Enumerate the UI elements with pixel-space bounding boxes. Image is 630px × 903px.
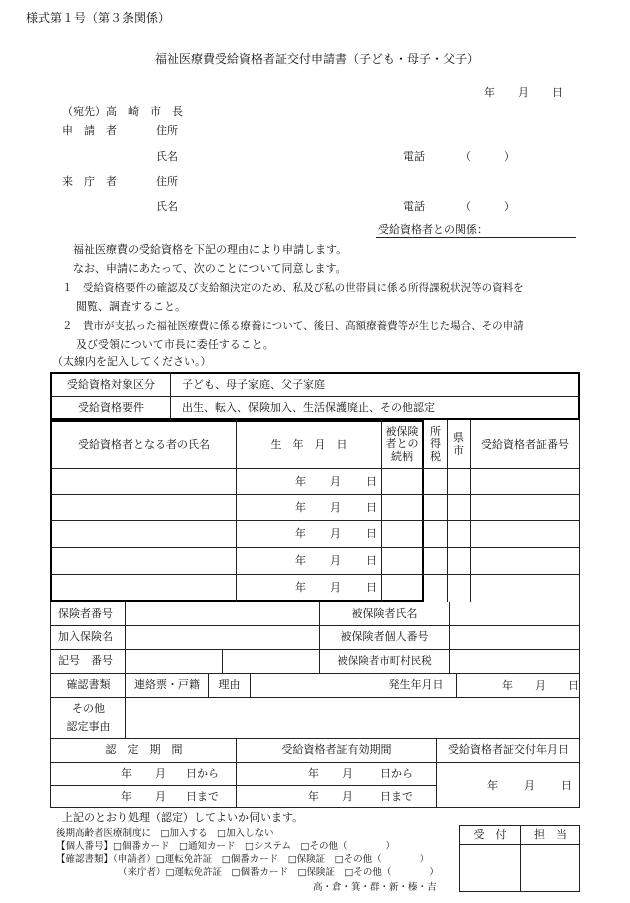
header-prefecture-city: 県 市: [453, 431, 464, 457]
municipal-tax-label: 被保険者市町村民税: [337, 655, 432, 668]
receipt-label: 受 付: [473, 827, 507, 841]
requirement-label: 受給資格要件: [78, 400, 144, 414]
visitor-address-label: 住所: [156, 175, 178, 188]
header-birthdate: 生 年 月 日: [270, 437, 348, 451]
date-month: 月: [518, 86, 529, 99]
category-value[interactable]: 子ども、母子家庭、父子家庭: [182, 377, 325, 391]
date-day: 日: [552, 86, 563, 99]
intro-line-1: 福祉医療費の受給資格を下記の理由により申請します。: [73, 243, 348, 256]
consent-item-2-cont: 及び受領について市長に委任すること。: [76, 338, 274, 351]
visitor-phone-field[interactable]: （ ）: [460, 200, 515, 213]
elderly-medical-checkbox-line[interactable]: 後期高齢者医療制度に □加入する □加入しない: [56, 828, 274, 839]
validity-to: 日まで: [380, 790, 413, 803]
insured-personal-number-label: 被保険者個人番号: [340, 630, 429, 644]
consent-item-1-cont: 閲覧、調査すること。: [76, 300, 186, 313]
certification-period-header: 認 定 期 間: [105, 743, 183, 757]
issue-date-header: 受給資格者証交付年月日: [448, 743, 569, 757]
visitor-id-checkbox-line[interactable]: （来庁者）□運転免許証 □個番カード □保険証 □その他（ ）: [118, 867, 439, 878]
other-reason-label: その他 認定事由: [66, 702, 111, 733]
confirmation-docs-label: 確認書類: [66, 678, 111, 692]
header-certificate-number: 受給資格者証番号: [481, 437, 569, 451]
insurance-name-label: 加入保険名: [58, 630, 113, 644]
applicant-address-label: 住所: [156, 124, 178, 137]
relation-underline: [376, 237, 576, 238]
symbol-number-label: 記号 番号: [58, 654, 113, 668]
occurrence-date-label: 発生年月日: [388, 678, 444, 692]
insured-name-label: 被保険者氏名: [351, 606, 418, 620]
applicant-label: 申 請 者: [62, 124, 117, 137]
applicant-phone-label: 電話: [403, 150, 425, 163]
validity-from: 日から: [380, 767, 413, 780]
requirement-value[interactable]: 出生、転入、保険加入、生活保護廃止、その他認定: [182, 400, 435, 414]
form-number: 様式第１号（第３条関係）: [26, 11, 171, 25]
insurer-number-label: 保険者番号: [58, 606, 113, 620]
bold-area-note: （太線内を記入してください。）: [52, 355, 212, 368]
visitor-phone-label: 電話: [403, 200, 425, 213]
personal-number-checkbox-line[interactable]: 【個人番号】□個番カード □通知カード □システム □その他（ ）: [56, 841, 395, 852]
consent-item-1: １ 受給資格要件の確認及び支給額決定のため、私及び私の世帯員に係る所得課税状況等の資料を: [62, 282, 524, 294]
header-relationship: 被保険 者との 続柄: [385, 425, 419, 463]
period-to: 日まで: [186, 790, 219, 803]
office-list: 高・倉・箕・群・新・榛・吉: [313, 882, 437, 893]
date-year: 年: [484, 86, 495, 99]
approval-statement: 上記のとおり処理（認定）してよいか伺います。: [62, 811, 304, 824]
intro-line-2: なお、申請にあたって、次のことについて同意します。: [73, 262, 347, 275]
validity-period-header: 受給資格者証有効期間: [281, 743, 392, 757]
applicant-phone-field[interactable]: （ ）: [460, 150, 515, 163]
period-from: 日から: [186, 767, 219, 780]
header-income-tax: 所 得 税: [430, 425, 441, 463]
header-beneficiary-name: 受給資格者となる者の氏名: [78, 437, 210, 451]
relation-label: 受給資格者との関係：: [378, 223, 488, 236]
category-label: 受給資格対象区分: [67, 377, 155, 391]
confirmation-docs-value: 連絡票・戸籍: [134, 678, 200, 692]
addressee: （宛先）高 崎 市 長: [62, 105, 183, 118]
reason-label: 理由: [218, 678, 241, 692]
visitor-label: 来 庁 者: [62, 175, 117, 188]
consent-item-2: ２ 貴市が支払った福祉医療費に係る療養について、後日、高額療養費等が生じた場合、その申請: [62, 320, 524, 332]
staff-label: 担 当: [534, 827, 567, 841]
applicant-name-label: 氏名: [156, 150, 178, 163]
applicant-id-checkbox-line[interactable]: 【確認書類】（申請者）□運転免許証 □個番カード □保険証 □その他（ ）: [56, 854, 430, 865]
form-title: 福祉医療費受給資格者証交付申請書（子ども・母子・父子）: [155, 52, 480, 66]
visitor-name-label: 氏名: [156, 200, 178, 213]
